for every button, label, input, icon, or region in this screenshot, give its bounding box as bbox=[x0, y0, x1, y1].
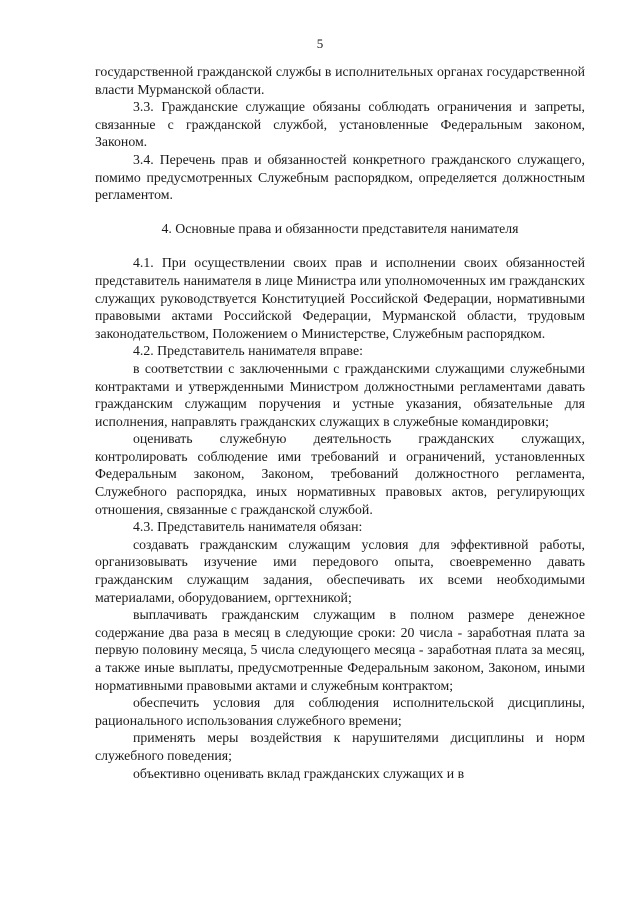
page-number: 5 bbox=[316, 36, 324, 51]
document-body bbox=[95, 63, 585, 782]
paragraph-4-3-item-1: создавать гражданским служащим условия для эффективной работы, организовывать изучение ими передового опыта, своевременно давать гражданским служащим задания, обеспечивать их всеми необходимыми материалами, оборудованием, оргтехникой; bbox=[95, 536, 585, 605]
paragraph-4-1: 4.1. При осуществлении своих прав и исполнении своих обязанностей представитель нанимателя в лице Министра или уполномоченных им гражданских служащих руководствуется Конституцией Российской Федерации, нормативными правовыми актами Российской Федерации, Мурманской области, трудовым законодательством, Положением о Министерстве, Служебным распорядком. bbox=[95, 255, 585, 341]
paragraph-4-3-item-2: выплачивать гражданским служащим в полном размере денежное содержание два раза в месяц в следующие сроки: 20 числа - заработная плата за первую половину месяца, 5 числа следующего месяца - заработная плата за месяц, а также иные выплаты, предусмотренные Федеральным законом, Законом, иными нормативными правовыми актами и служебным контрактом; bbox=[95, 607, 585, 693]
paragraph-4-3-item-3: обеспечить условия для соблюдения исполнительской дисциплины, рационального использования служебного времени; bbox=[95, 695, 585, 728]
paragraph-4-2-item-2: оценивать служебную деятельность гражданских служащих, контролировать соблюдение ими требований и ограничений, установленных Федеральным законом, Законом, требований должностного регламента, Служебного распорядка, иных нормативных правовых актов, регулирующих отношения, связанные с гражданской службой. bbox=[95, 431, 585, 517]
paragraph-4-2-item-1: в соответствии с заключенными с гражданскими служащими служебными контрактами и утвержденными Министром должностными регламентами давать гражданским служащим поручения и устные указания, обязательные для исполнения, направлять гражданских служащих в служебные командировки; bbox=[95, 360, 585, 429]
section-heading: 4. Основные права и обязанности представителя нанимателя bbox=[161, 220, 519, 236]
paragraph-4-3-intro: 4.3. Представитель нанимателя обязан: bbox=[133, 519, 363, 535]
paragraph-4-3-item-4: применять меры воздействия к нарушителями дисциплины и норм служебного поведения; bbox=[95, 730, 585, 763]
paragraph-continuation: государственной гражданской службы в исполнительных органах государственной власти Мурманской области. bbox=[95, 64, 585, 97]
paragraph-4-3-item-5: объективно оценивать вклад гражданских служащих и в bbox=[133, 765, 465, 781]
paragraph-3-3: 3.3. Гражданские служащие обязаны соблюдать ограничения и запреты, связанные с гражданской службой, установленные Федеральным законом, Законом. bbox=[95, 99, 585, 150]
paragraph-4-2-intro: 4.2. Представитель нанимателя вправе: bbox=[133, 343, 363, 359]
paragraph-3-4: 3.4. Перечень прав и обязанностей конкретного гражданского служащего, помимо предусмотренных Служебным распорядком, определяется должностным регламентом. bbox=[95, 151, 585, 203]
